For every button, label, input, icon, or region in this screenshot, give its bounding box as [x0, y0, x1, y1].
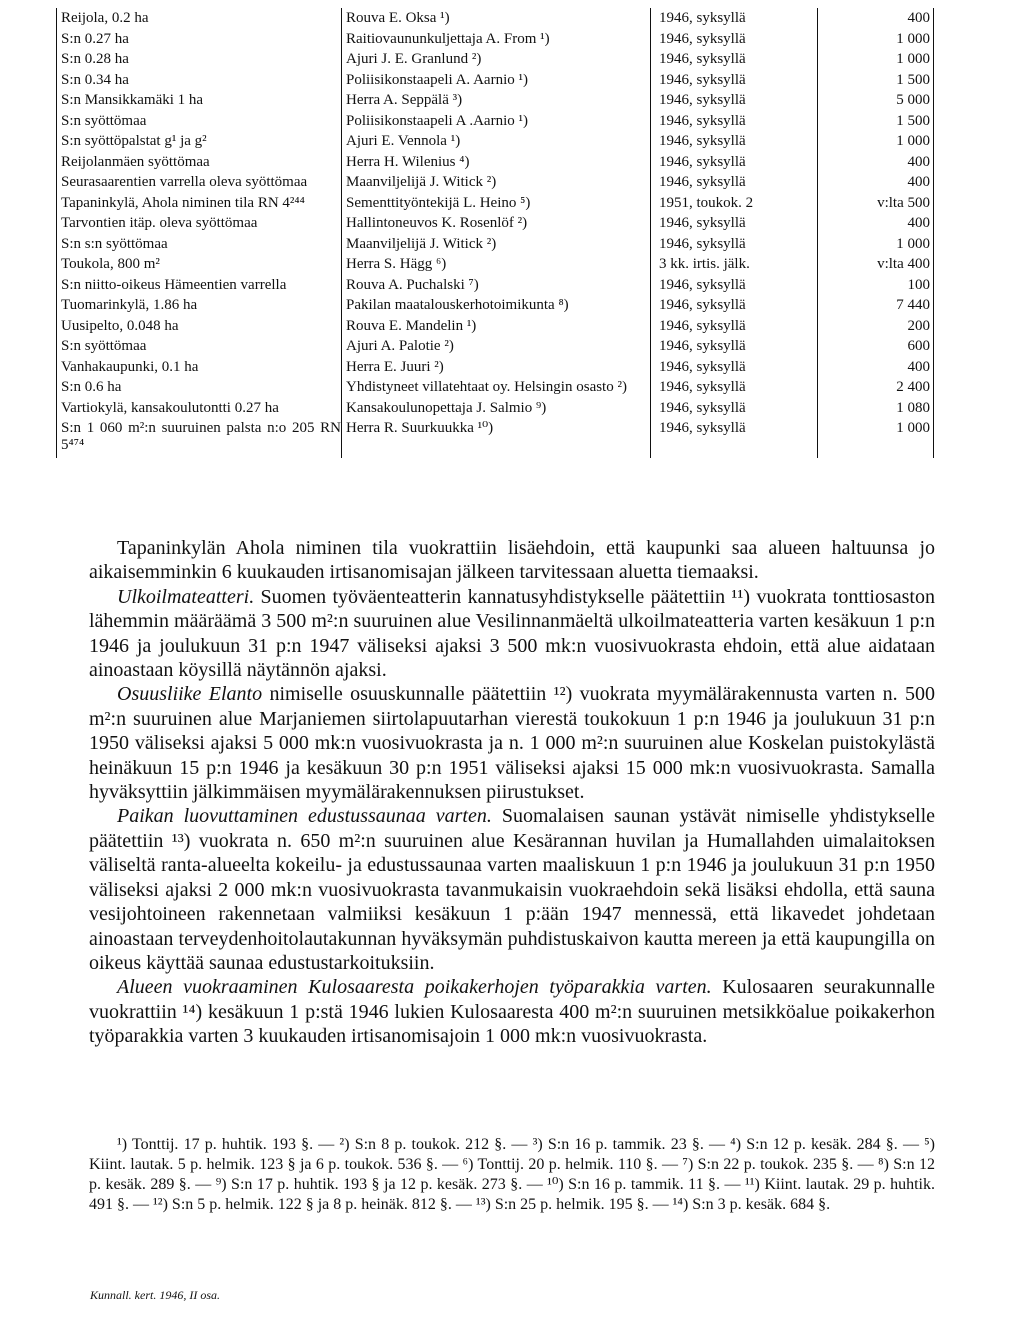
lessee-cell: Herra R. Suurkuukka ¹⁰): [342, 420, 651, 458]
time-cell: 1946, syksyllä: [651, 92, 818, 113]
lessee-cell: Herra H. Wilenius ⁴): [342, 154, 651, 175]
table-row: [57, 8, 934, 31]
area-cell: Seurasaarentien varrella oleva syöttömaa: [57, 174, 342, 195]
time-cell: 1946, syksyllä: [651, 113, 818, 134]
paragraph-text: Kulosaaren seurakunnalle vuokrattiin ¹⁴) kesäkuun 1 p:stä 1946 lukien Kulosaaresta 400 m²:n suuruinen metsikköalue poikakerhon työparakkia varten 3 kuukauden irtisanomisajoin 1 000 mk:n vuosivuokrasta.: [89, 976, 935, 1048]
lessee-cell: Herra E. Juuri ²): [342, 359, 651, 380]
area-cell: Tarvontien itäp. oleva syöttömaa: [57, 215, 342, 236]
table-row: [57, 215, 934, 236]
table-row: [57, 236, 934, 257]
lessee-cell: Poliisikonstaapeli A. Aarnio ¹): [342, 72, 651, 93]
paragraph-heading: Alueen vuokraaminen Kulosaaresta poikakerhojen työparakkia varten.: [117, 976, 712, 999]
lessee-cell: Herra A. Seppälä ³): [342, 92, 651, 113]
time-cell: 1946, syksyllä: [651, 215, 818, 236]
table-row: [57, 195, 934, 216]
rent-cell: 100: [818, 277, 934, 298]
rent-cell: 1 500: [818, 113, 934, 134]
table-row: [57, 359, 934, 380]
body-text: [89, 536, 935, 1049]
area-cell: S:n syöttömaa: [57, 338, 342, 359]
lessee-cell: Maanviljelijä J. Witick ²): [342, 174, 651, 195]
rent-cell: 1 000: [818, 133, 934, 154]
area-cell: Tuomarinkylä, 1.86 ha: [57, 297, 342, 318]
area-cell: Reijolanmäen syöttömaa: [57, 154, 342, 175]
time-cell: 1946, syksyllä: [651, 277, 818, 298]
time-cell: 1946, syksyllä: [651, 379, 818, 400]
time-cell: 1946, syksyllä: [651, 72, 818, 93]
lease-table-body: [57, 8, 934, 458]
time-cell: 1946, syksyllä: [651, 297, 818, 318]
rent-cell: 1 000: [818, 236, 934, 257]
rent-cell: 1 000: [818, 420, 934, 458]
time-cell: 3 kk. irtis. jälk.: [651, 256, 818, 277]
page-footer: Kunnall. kert. 1946, II osa.: [90, 1288, 220, 1302]
paragraph-kulosaari: [89, 975, 935, 1048]
time-cell: 1946, syksyllä: [651, 400, 818, 421]
time-cell: 1946, syksyllä: [651, 154, 818, 175]
lessee-cell: Ajuri E. Vennola ¹): [342, 133, 651, 154]
paragraph-text: Suomen työväenteatterin kannatusyhdistykselle päätettiin ¹¹) vuokrata tonttiosaston lähemmin määräämä 3 500 m²:n suuruinen alue Vesilinnanmäeltä ulkoilmateatteria varten kesäkuun 1 p:n 1946 ja joulukuun 31 p:n 1947 väliseksi ajaksi 3 500 mk:n vuosivuokrasta ehdoin, että alue aidataan ainoastaan köysillä näytännön ajaksi.: [89, 585, 935, 682]
time-cell: 1946, syksyllä: [651, 318, 818, 339]
table-row: [57, 420, 934, 458]
table-row: [57, 92, 934, 113]
lessee-cell: Herra S. Hägg ⁶): [342, 256, 651, 277]
lessee-cell: Pakilan maatalouskerhotoimikunta ⁸): [342, 297, 651, 318]
rent-cell: 200: [818, 318, 934, 339]
area-cell: Uusipelto, 0.048 ha: [57, 318, 342, 339]
rent-cell: 1 000: [818, 51, 934, 72]
rent-cell: 2 400: [818, 379, 934, 400]
time-cell: 1946, syksyllä: [651, 133, 818, 154]
table-row: [57, 297, 934, 318]
lessee-cell: Rouva A. Puchalski ⁷): [342, 277, 651, 298]
table-row: [57, 379, 934, 400]
lessee-cell: Kansakoulunopettaja J. Salmio ⁹): [342, 400, 651, 421]
table-row: [57, 133, 934, 154]
paragraph-heading: Ulkoilmateatteri.: [117, 585, 255, 608]
lessee-cell: Poliisikonstaapeli A .Aarnio ¹): [342, 113, 651, 134]
time-cell: 1946, syksyllä: [651, 359, 818, 380]
table-row: [57, 154, 934, 175]
lessee-cell: Ajuri J. E. Granlund ²): [342, 51, 651, 72]
footnotes: [89, 1135, 935, 1215]
paragraph-text: nimiselle osuuskunnalle päätettiin ¹²) vuokrata myymälärakennusta varten n. 500 m²:n suuruinen alue Marjaniemen siirtolapuutarhan vierestä toukokuun 1 p:n 1946 ja joulukuun 31 p:n 1950 väliseksi ajaksi 5 000 mk:n vuosivuokrasta ja n. 1 000 m²:n suuruinen alue Koskelan puistokylästä heinäkuun 15 p:n 1946 ja kesäkuun 30 p:n 1951 väliseksi ajaksi 15 000 mk:n vuosivuokrasta. Samalla hyväksyttiin jälkimmäisen myymälärakennuksen piirustukset.: [89, 683, 935, 804]
area-cell: Toukola, 800 m²: [57, 256, 342, 277]
lessee-cell: Raitiovaununkuljettaja A. From ¹): [342, 31, 651, 52]
area-cell: S:n 0.27 ha: [57, 31, 342, 52]
rent-cell: 5 000: [818, 92, 934, 113]
table-row: [57, 318, 934, 339]
paragraph-heading: Osuusliike Elanto: [117, 683, 263, 706]
table-row: [57, 113, 934, 134]
lessee-cell: Yhdistyneet villatehtaat oy. Helsingin osasto ²): [342, 379, 651, 400]
time-cell: 1951, toukok. 2: [651, 195, 818, 216]
footnote-text: ¹) Tonttij. 17 p. huhtik. 193 §. — ²) S:n 8 p. toukok. 212 §. — ³) S:n 16 p. tammik. 23 §. — ⁴) S:n 12 p. kesäk. 284 §. — ⁵) Kiint. lautak. 5 p. helmik. 123 § ja 6 p. toukok. 536 §. — ⁶) Tonttij. 20 p. helmik. 110 §. — ⁷) S:n 22 p. toukok. 235 §. — ⁸) S:n 12 p. kesäk. 289 §. — ⁹) S:n 17 p. huhtik. 193 § ja 12 p. kesäk. 273 §. — ¹⁰) S:n 16 p. tammik. 11 §. — ¹¹) Kiint. lautak. 29 p. huhtik. 491 §. — ¹²) S:n 5 p. helmik. 122 § ja 8 p. heinäk. 812 §. — ¹³) S:n 25 p. helmik. 195 §. — ¹⁴) S:n 3 p. kesäk. 684 §.: [89, 1136, 935, 1213]
time-cell: 1946, syksyllä: [651, 338, 818, 359]
rent-cell: 7 440: [818, 297, 934, 318]
lessee-cell: Sementtityöntekijä L. Heino ⁵): [342, 195, 651, 216]
rent-cell: 400: [818, 154, 934, 175]
lessee-cell: Maanviljelijä J. Witick ²): [342, 236, 651, 257]
paragraph-text: Tapaninkylän Ahola niminen tila vuokrattiin lisäehdoin, että kaupunki saa alueen haltuunsa jo aikaisemminkin 6 kuukauden irtisanomisajan jälkeen tarvitessaan aluetta tiemaaksi.: [89, 537, 935, 584]
rent-cell: v:lta 400: [818, 256, 934, 277]
area-cell: S:n niitto-oikeus Hämeentien varrella: [57, 277, 342, 298]
table-row: [57, 72, 934, 93]
lessee-cell: Rouva E. Oksa ¹): [342, 8, 651, 31]
rent-cell: 1 000: [818, 31, 934, 52]
area-cell: S:n Mansikkamäki 1 ha: [57, 92, 342, 113]
area-cell: S:n s:n syöttömaa: [57, 236, 342, 257]
rent-cell: 400: [818, 359, 934, 380]
area-cell: Reijola, 0.2 ha: [57, 8, 342, 31]
table-row: [57, 51, 934, 72]
area-cell: S:n 0.34 ha: [57, 72, 342, 93]
lessee-cell: Hallintoneuvos K. Rosenlöf ²): [342, 215, 651, 236]
table-row: [57, 31, 934, 52]
paragraph-text: Suomalaisen saunan ystävät nimiselle yhdistykselle päätettiin ¹³) vuokrata n. 650 m²:n suuruinen alue Kesärannan huvilan ja Humallahden uimalaitoksen väliseltä ranta-alueelta kokeilu- ja edustussaunaa varten maaliskuun 1 p:n 1946 ja joulukuun 31 p:n 1950 väliseksi ajaksi 2 000 mk:n vuosivuokrasta tavanmukaisin vuokraehdoin sekä lisäksi ehdolla, että sauna vesijohtoineen rakennetaan valmiiksi kesäkuun 1 p:ään 1947 mennessä, että likavedet johdetaan ainoastaan terveydenhoitolautakunnan hyväksymän puhdistuskaivon kautta mereen ja että kaupungilla on oikeus käyttää saunaa edustustarkoituksiin.: [89, 805, 935, 974]
table-row: [57, 256, 934, 277]
paragraph-sauna: [89, 804, 935, 975]
time-cell: 1946, syksyllä: [651, 420, 818, 458]
paragraph-ulkoilmateatteri: [89, 585, 935, 683]
lease-table: [56, 8, 934, 458]
rent-cell: 1 080: [818, 400, 934, 421]
time-cell: 1946, syksyllä: [651, 236, 818, 257]
table-row: [57, 400, 934, 421]
lessee-cell: Ajuri A. Palotie ²): [342, 338, 651, 359]
rent-cell: 1 500: [818, 72, 934, 93]
paragraph-heading: Paikan luovuttaminen edustussaunaa varten.: [117, 805, 492, 828]
time-cell: 1946, syksyllä: [651, 8, 818, 31]
area-cell: Vanhakaupunki, 0.1 ha: [57, 359, 342, 380]
rent-cell: 600: [818, 338, 934, 359]
paragraph-elanto: [89, 682, 935, 804]
lessee-cell: Rouva E. Mandelin ¹): [342, 318, 651, 339]
area-cell: S:n 0.6 ha: [57, 379, 342, 400]
paragraph-ahola: [89, 536, 935, 585]
area-cell: S:n 0.28 ha: [57, 51, 342, 72]
time-cell: 1946, syksyllä: [651, 51, 818, 72]
table-row: [57, 277, 934, 298]
area-cell: Vartiokylä, kansakoulutontti 0.27 ha: [57, 400, 342, 421]
area-cell: S:n syöttöpalstat g¹ ja g²: [57, 133, 342, 154]
table-row: [57, 338, 934, 359]
area-cell: S:n syöttömaa: [57, 113, 342, 134]
time-cell: 1946, syksyllä: [651, 174, 818, 195]
rent-cell: v:lta 500: [818, 195, 934, 216]
table-row: [57, 174, 934, 195]
rent-cell: 400: [818, 215, 934, 236]
rent-cell: 400: [818, 174, 934, 195]
area-cell: S:n 1 060 m²:n suuruinen palsta n:o 205 RN 5⁴⁷⁴: [57, 420, 342, 458]
time-cell: 1946, syksyllä: [651, 31, 818, 52]
rent-cell: 400: [818, 8, 934, 31]
area-cell: Tapaninkylä, Ahola niminen tila RN 4²⁴⁴: [57, 195, 342, 216]
